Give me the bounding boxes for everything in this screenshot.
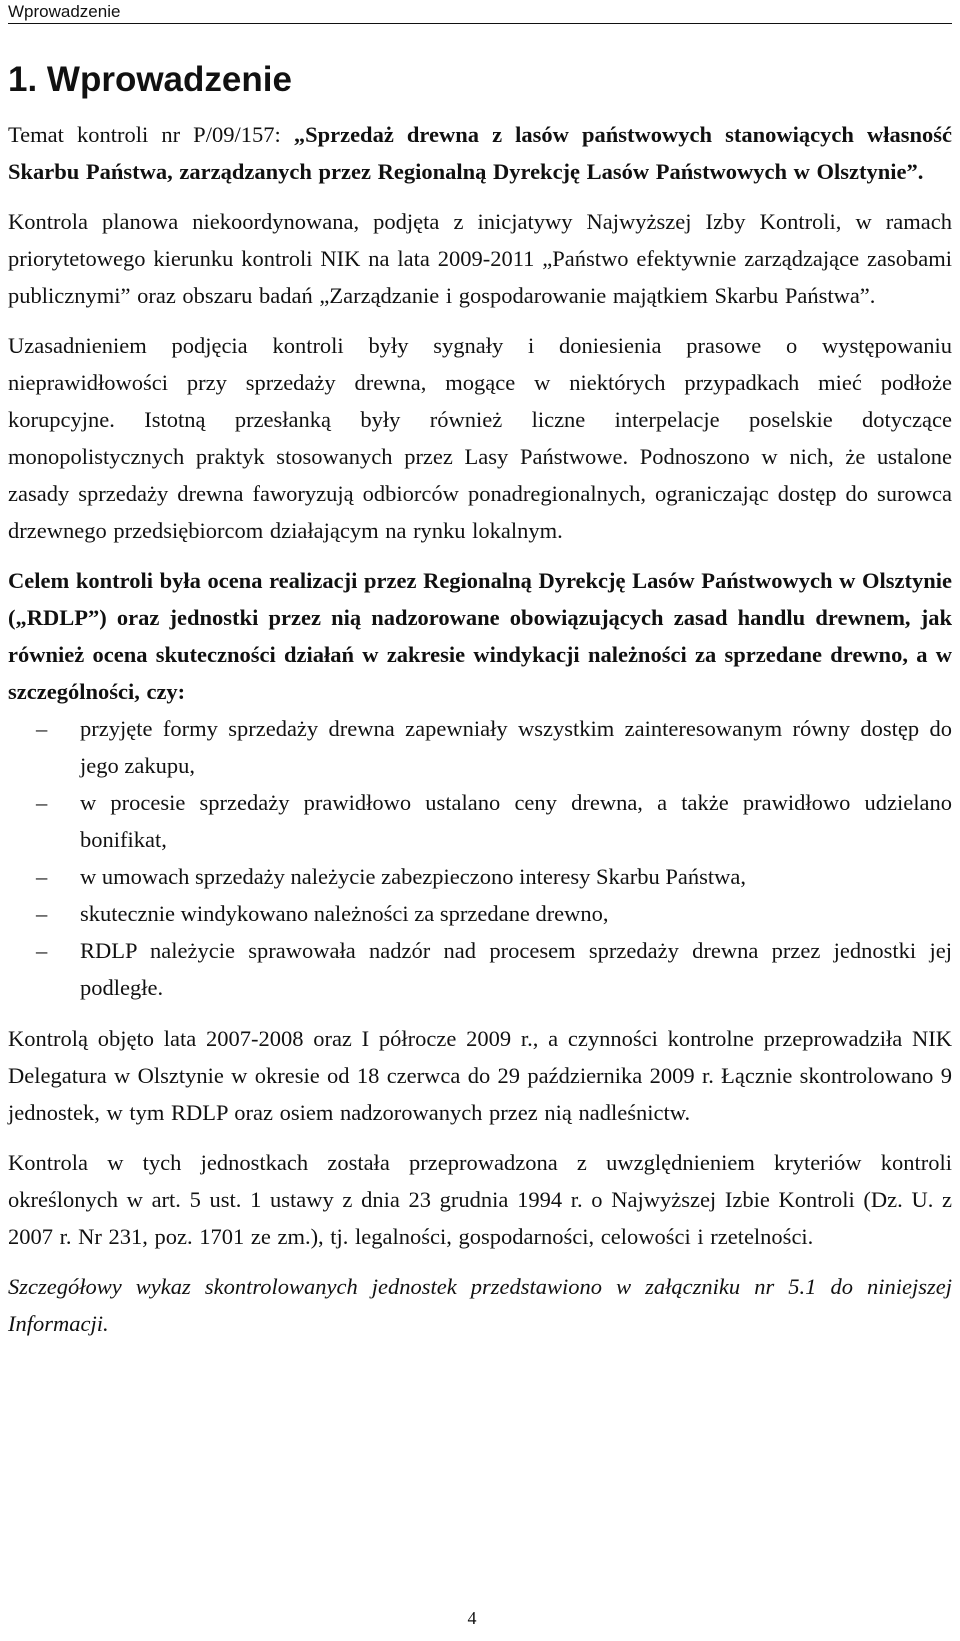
- page-number: 4: [467, 1608, 477, 1628]
- bullet-text: skutecznie windykowano należności za sprzedane drewno,: [80, 901, 609, 926]
- paragraph-annex-note: Szczegółowy wykaz skontrolowanych jednostek przedstawiono w załączniku nr 5.1 do niniejszej Informacji.: [8, 1274, 952, 1336]
- running-header: Wprowadzenie: [8, 2, 952, 24]
- control-subject-title: „Sprzedaż drewna z lasów państwowych stanowiących własność Skarbu Państwa, zarządzanych przez Regionalną Dyrekcję Lasów Państwowych w Olsztynie”.: [8, 122, 953, 184]
- paragraph-criteria: Kontrola w tych jednostkach została przeprowadzona z uwzględnieniem kryteriów kontroli określonych w art. 5 ust. 1 ustawy z dnia 23 grudnia 1994 r. o Najwyższej Izbie Kontroli (Dz. U. z 2007 r. Nr 231, poz. 1701 ze zm.), tj. legalności, gospodarności, celowości i rzetelności.: [8, 1150, 952, 1249]
- paragraph-scope: Kontrolą objęto lata 2007-2008 oraz I półrocze 2009 r., a czynności kontrolne przeprowadziła NIK Delegatura w Olsztynie w okresie od 18 czerwca do 29 października 2009 r. Łącznie skontrolowano 9 jednostek, w tym RDLP oraz osiem nadzorowanych przez nią nadleśnictw.: [8, 1026, 952, 1125]
- bullet-dash: –: [36, 790, 48, 815]
- bullet-dash: –: [36, 938, 48, 963]
- bullet-dash: –: [36, 901, 48, 926]
- paragraph-aim: Celem kontroli była ocena realizacji przez Regionalną Dyrekcję Lasów Państwowych w Olsztynie („RDLP”) oraz jednostki przez nią nadzorowane obowiązujących zasad handlu drewnem, jak również ocena skuteczności działań w zakresie windykacji należności za sprzedane drewno, a w szczególności, czy:: [8, 568, 953, 704]
- bullet-text: w procesie sprzedaży prawidłowo ustalano ceny drewna, a także prawidłowo udzielano bonifikat,: [80, 790, 952, 852]
- bullet-text: RDLP należycie sprawowała nadzór nad procesem sprzedaży drewna przez jednostki jej podległe.: [80, 938, 952, 1000]
- section-heading: 1. Wprowadzenie: [8, 60, 292, 99]
- control-subject-prefix: Temat kontroli nr P/09/157:: [8, 122, 294, 147]
- bullet-text: w umowach sprzedaży należycie zabezpieczono interesy Skarbu Państwa,: [80, 864, 746, 889]
- bullet-item: [8, 784, 952, 858]
- bullet-item: [8, 895, 952, 932]
- control-subject: [8, 116, 952, 190]
- paragraph-justification: Uzasadnieniem podjęcia kontroli były sygnały i doniesienia prasowe o występowaniu nieprawidłowości przy sprzedaży drewna, mogące w niektórych przypadkach mieć podłoże korupcyjne. Istotną przesłanką były również liczne interpelacje poselskie dotyczące monopolistycznych praktyk stosowanych przez Lasy Państwowe. Podnoszono w nich, że ustalone zasady sprzedaży drewna faworyzują odbiorców ponadregionalnych, ograniczając dostęp do surowca drzewnego przedsiębiorcom działającym na rynku lokalnym.: [8, 333, 952, 543]
- document-page: [8, 0, 952, 1355]
- aim-bullet-list: [8, 710, 952, 1006]
- bullet-dash: –: [36, 716, 48, 741]
- bullet-item: [8, 710, 952, 784]
- bullet-item: [8, 858, 952, 895]
- bullet-dash: –: [36, 864, 48, 889]
- bullet-text: przyjęte formy sprzedaży drewna zapewniały wszystkim zainteresowanym równy dostęp do jego zakupu,: [80, 716, 952, 778]
- paragraph-planning: Kontrola planowa niekoordynowana, podjęta z inicjatywy Najwyższej Izby Kontroli, w ramach priorytetowego kierunku kontroli NIK na lata 2009-2011 „Państwo efektywnie zarządzające zasobami publicznymi” oraz obszaru badań „Zarządzanie i gospodarowanie majątkiem Skarbu Państwa”.: [8, 209, 952, 308]
- bullet-item: [8, 932, 952, 1006]
